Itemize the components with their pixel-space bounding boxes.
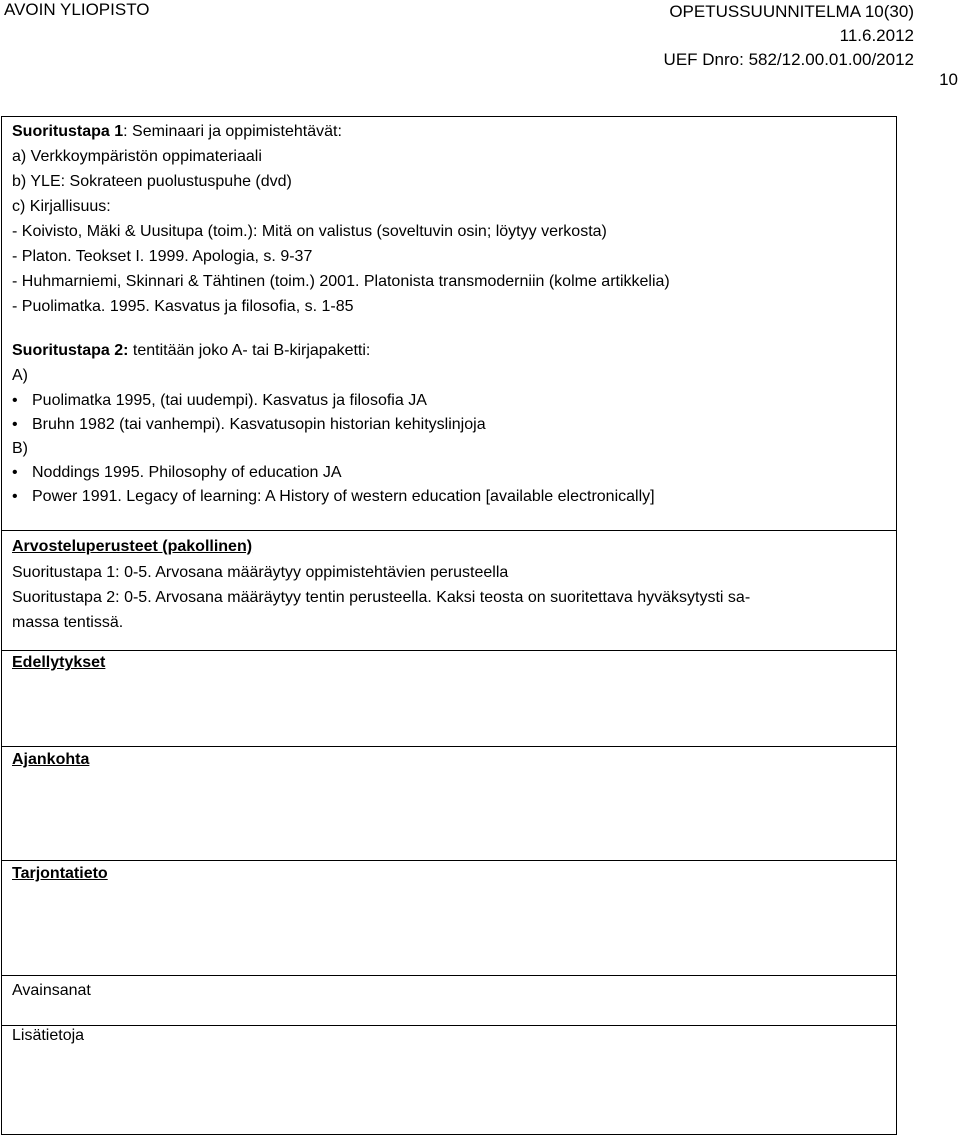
prerequisites-title: Edellytykset: [12, 654, 106, 671]
assessment-cell: [2, 531, 896, 651]
section1-line: c) Kirjallisuus:: [12, 198, 111, 215]
doc-date: 11.6.2012: [839, 26, 914, 45]
doc-dnro: UEF Dnro: 582/12.00.01.00/2012: [663, 50, 914, 69]
package-b-label: B): [12, 440, 28, 457]
package-a-item-text: Bruhn 1982 (tai vanhempi). Kasvatusopin historian kehityslinjoja: [32, 416, 486, 433]
additional-info-cell: [2, 1026, 896, 1134]
study-methods-cell: [2, 117, 896, 531]
page-header: [0, 0, 960, 100]
section1-line: a) Verkkoympäristön oppimateriaali: [12, 148, 262, 165]
doc-title: OPETUSSUUNNITELMA 10(30): [669, 2, 914, 21]
section1-line: - Huhmarniemi, Skinnari & Tähtinen (toim.) 2001. Platonista transmoderniin (kolme artikkelia): [12, 273, 670, 290]
package-a-item-text: Puolimatka 1995, (tai uudempi). Kasvatus ja filosofia JA: [32, 392, 427, 409]
header-meta: [664, 0, 914, 72]
bullet-icon: •: [12, 488, 18, 505]
section2-title: [12, 339, 370, 363]
package-a-item: [12, 413, 486, 437]
timing-title: Ajankohta: [12, 751, 90, 768]
offering-title: Tarjontatieto: [12, 865, 108, 882]
bullet-icon: •: [12, 416, 18, 433]
assessment-line: Suoritustapa 1: 0-5. Arvosana määräytyy oppimistehtävien perusteella: [12, 564, 509, 581]
assessment-line: Suoritustapa 2: 0-5. Arvosana määräytyy tentin perusteella. Kaksi teosta on suoritettava hyväksytysti sa-: [12, 589, 751, 606]
section1-line: - Koivisto, Mäki & Uusitupa (toim.): Mitä on valistus (soveltuvin osin; löytyy verkosta): [12, 223, 607, 240]
section1-line: - Platon. Teokset I. 1999. Apologia, s. 9-37: [12, 248, 313, 265]
bullet-icon: •: [12, 392, 18, 409]
package-b-item: [12, 485, 655, 509]
page-number: 10: [939, 70, 958, 89]
section1-title-rest: : Seminaari ja oppimistehtävät:: [123, 123, 342, 140]
section2-title-bold: Suoritustapa 2:: [12, 342, 129, 359]
section1-line: b) YLE: Sokrateen puolustuspuhe (dvd): [12, 173, 292, 190]
package-b-item: [12, 461, 342, 485]
curriculum-table: [1, 116, 897, 1135]
package-a-item: [12, 389, 427, 413]
org-name: AVOIN YLIOPISTO: [4, 0, 150, 19]
section1-title-bold: Suoritustapa 1: [12, 123, 124, 140]
assessment-title: Arvosteluperusteet (pakollinen): [12, 538, 253, 555]
package-a-label: A): [12, 367, 28, 384]
prerequisites-cell: [2, 651, 896, 747]
keywords-title: Avainsanat: [12, 982, 91, 999]
offering-cell: [2, 861, 896, 976]
assessment-line: massa tentissä.: [12, 614, 124, 631]
additional-info-title: Lisätietoja: [12, 1027, 85, 1044]
timing-cell: [2, 747, 896, 861]
section1-line: - Puolimatka. 1995. Kasvatus ja filosofia, s. 1-85: [12, 298, 354, 315]
section2-title-rest: tentitään joko A- tai B-kirjapaketti:: [128, 342, 371, 359]
bullet-icon: •: [12, 464, 18, 481]
package-b-item-text: Noddings 1995. Philosophy of education JA: [32, 464, 342, 481]
section1-title: [12, 120, 342, 144]
keywords-cell: [2, 976, 896, 1026]
package-b-item-text: Power 1991. Legacy of learning: A History of western education [available electronically]: [32, 488, 655, 505]
